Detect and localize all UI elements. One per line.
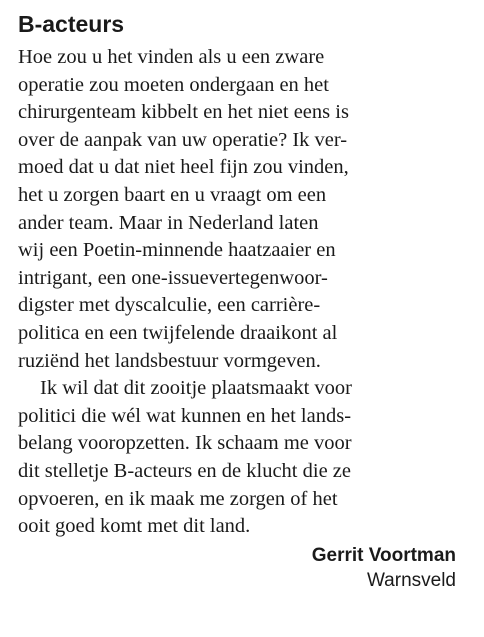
text-line: politici die wél wat kunnen en het lands-	[18, 404, 352, 427]
paragraph-1	[18, 44, 468, 375]
text-line: operatie zou moeten ondergaan en het	[18, 73, 329, 96]
letter-to-editor	[18, 0, 468, 593]
text-line: wij een Poetin-minnende haatzaaier en	[18, 239, 336, 262]
text-line: ander team. Maar in Nederland laten	[18, 211, 319, 234]
text-line: intrigant, een one-issuevertegenwoor-	[18, 266, 328, 289]
text-line: belang vooropzetten. Ik schaam me voor	[18, 432, 352, 455]
author-place: Warnsveld	[366, 569, 456, 591]
text-line: opvoeren, en ik maak me zorgen of het	[18, 487, 338, 510]
text-line: ooit goed komt met dit land.	[18, 515, 251, 538]
text-line: chirurgenteam kibbelt en het niet eens is	[18, 101, 349, 124]
text-line: digster met dyscalculie, een carrière-	[18, 294, 321, 317]
headline: B-acteurs	[18, 11, 125, 37]
text-line: dit stelletje B-acteurs en de klucht die ze	[18, 459, 351, 482]
text-line: Ik wil dat dit zooitje plaatsmaakt voor	[40, 377, 352, 400]
author-name: Gerrit Voortman	[311, 544, 456, 566]
paragraph-2	[18, 375, 468, 541]
signature	[18, 543, 468, 593]
text-line: moed dat u dat niet heel fijn zou vinden,	[18, 156, 349, 179]
text-line: politica en een twijfelende draaikont al	[18, 321, 338, 344]
text-line: Hoe zou u het vinden als u een zware	[18, 46, 325, 68]
text-line: ruziënd het landsbestuur vormgeven.	[18, 349, 321, 372]
text-line: het u zorgen baart en u vraagt om een	[18, 183, 327, 206]
text-line: over de aanpak van uw operatie? Ik ver-	[18, 128, 348, 151]
